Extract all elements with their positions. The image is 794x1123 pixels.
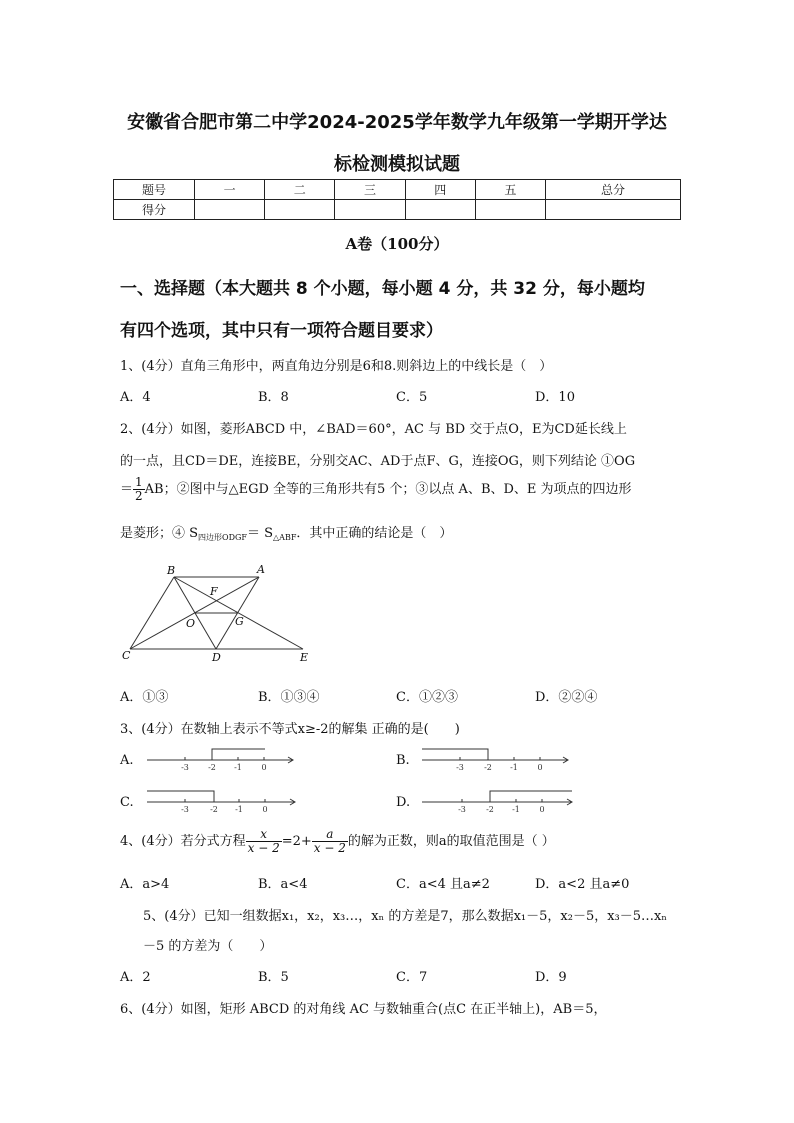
table-cell: 五 <box>475 180 545 200</box>
section-a-heading: A卷（100分） <box>345 235 449 253</box>
score-input-cell[interactable] <box>265 200 335 220</box>
figure-line-be <box>174 577 303 649</box>
q3-option-d-letter[interactable]: D. <box>396 795 411 810</box>
figure-label-e: E <box>300 651 309 664</box>
tick-label: -1 <box>235 805 243 814</box>
score-input-cell[interactable] <box>335 200 405 220</box>
q2-line4-mid: ＝ S <box>246 526 274 541</box>
q2-option-b[interactable]: B．①③④ <box>258 690 320 705</box>
table-cell: 一 <box>195 180 265 200</box>
rhombus-figure <box>115 560 325 670</box>
tick-label: -3 <box>456 763 464 772</box>
q1-option-c[interactable]: C．5 <box>396 390 428 405</box>
tick-label: 0 <box>537 763 543 772</box>
question-2-line4 <box>120 522 452 543</box>
question-2-line3 <box>120 476 632 503</box>
q2-line4-pre: 是菱形；④ S <box>120 526 199 541</box>
tick-label: 0 <box>262 805 268 814</box>
q4-text-mid: =2+ <box>281 834 312 849</box>
q3-option-b-numberline[interactable] <box>420 746 575 772</box>
score-input-cell[interactable] <box>405 200 475 220</box>
q4-fraction-1-den: x − 2 <box>247 841 280 855</box>
score-table-score-row <box>114 200 681 220</box>
q4-option-b[interactable]: B．a<4 <box>258 877 308 892</box>
figure-label-c: C <box>122 649 131 662</box>
table-cell: 题号 <box>114 180 195 200</box>
table-cell: 总分 <box>546 180 681 200</box>
table-cell: 二 <box>265 180 335 200</box>
score-table <box>113 179 681 220</box>
q4-option-c[interactable]: C．a<4 且a≠2 <box>396 877 490 892</box>
tick-label: -3 <box>458 805 466 814</box>
q4-fraction-1 <box>246 828 282 855</box>
q5-option-d[interactable]: D．9 <box>535 970 567 985</box>
exam-title-line1: 安徽省合肥市第二中学2024-2025学年数学九年级第一学期开学达 <box>127 112 667 133</box>
q2-line4-sub1: 四边形ODGF <box>198 533 247 542</box>
q2-line4-sub2: △ABF <box>273 533 297 542</box>
figure-label-g: G <box>235 615 244 628</box>
question-5-line1: 5、(4分）已知一组数据x₁，x₂，x₃…，xₙ 的方差是7，那么数据x₁－5，x₂－5，x₃－5…xₙ <box>143 909 667 924</box>
table-cell: 得分 <box>114 200 195 220</box>
tick-label: -1 <box>510 763 518 772</box>
tick-label: -2 <box>486 805 494 814</box>
score-input-cell[interactable] <box>546 200 681 220</box>
q2-option-a[interactable]: A．①③ <box>120 690 169 705</box>
q5-option-c[interactable]: C．7 <box>396 970 428 985</box>
figure-label-f: F <box>210 585 218 598</box>
q5-option-a[interactable]: A．2 <box>120 970 151 985</box>
section1-heading-line1: 一、选择题（本大题共 8 个小题，每小题 4 分，共 32 分，每小题均 <box>120 279 645 299</box>
score-input-cell[interactable] <box>475 200 545 220</box>
q4-text-pre: 4、(4分）若分式方程 <box>120 834 246 849</box>
question-3-text: 3、(4分）在数轴上表示不等式x≥-2的解集 正确的是( ) <box>120 722 460 737</box>
question-5-line2: －5 的方差为（ ） <box>143 939 273 954</box>
q1-option-d[interactable]: D．10 <box>535 390 575 405</box>
q5-option-b[interactable]: B．5 <box>258 970 289 985</box>
q1-option-b[interactable]: B．8 <box>258 390 289 405</box>
q4-fraction-2-den: x − 2 <box>313 841 346 855</box>
figure-label-b: B <box>167 564 176 577</box>
q2-eq-sign: ＝ <box>120 482 134 497</box>
section1-heading-line2: 有四个选项，其中只有一项符合题目要求） <box>120 321 443 341</box>
question-2-line1: 2、(4分）如图，菱形ABCD 中，∠BAD＝60°，AC 与 BD 交于点O，E为CD延长线上 <box>120 422 627 437</box>
table-cell: 三 <box>335 180 405 200</box>
question-1-text: 1、(4分）直角三角形中，两直角边分别是6和8.则斜边上的中线长是（ ） <box>120 359 553 374</box>
score-table-header-row <box>114 180 681 200</box>
score-input-cell[interactable] <box>195 200 265 220</box>
q3-option-a-numberline[interactable] <box>145 746 300 772</box>
q3-option-c-letter[interactable]: C. <box>120 795 134 810</box>
q4-option-a[interactable]: A．a>4 <box>120 877 170 892</box>
tick-label: -2 <box>208 763 216 772</box>
q3-option-a-letter[interactable]: A. <box>120 753 134 768</box>
q4-fraction-2 <box>312 828 348 855</box>
q4-fraction-2-num: a <box>312 828 348 842</box>
tick-label: -2 <box>210 805 218 814</box>
q2-fraction-half <box>133 476 145 503</box>
q2-fraction-num: 1 <box>135 475 143 489</box>
q2-line3-text: AB；②图中与△EGD 全等的三角形共有5 个；③以点 A、B、D、E 为项点的四边形 <box>144 482 632 497</box>
tick-label: -3 <box>181 763 189 772</box>
tick-label: -1 <box>512 805 520 814</box>
q4-fraction-1-num: x <box>246 828 282 842</box>
q3-option-b-letter[interactable]: B. <box>396 753 410 768</box>
tick-label: -2 <box>484 763 492 772</box>
q4-text-post: 的解为正数，则a的取值范围是（ ） <box>347 834 555 849</box>
figure-line-bc <box>130 577 174 649</box>
q4-option-d[interactable]: D．a<2 且a≠0 <box>535 877 630 892</box>
figure-label-a: A <box>257 563 265 576</box>
figure-label-d: D <box>212 651 221 664</box>
tick-label: -3 <box>181 805 189 814</box>
q2-option-c[interactable]: C．①②③ <box>396 690 458 705</box>
q2-fraction-den: 2 <box>135 489 143 503</box>
q2-option-d[interactable]: D．②②④ <box>535 690 598 705</box>
q3-option-d-numberline[interactable] <box>420 788 575 814</box>
tick-label: 0 <box>261 763 267 772</box>
q3-option-c-numberline[interactable] <box>145 788 300 814</box>
q1-option-a[interactable]: A．4 <box>120 390 151 405</box>
question-4-line <box>120 828 555 855</box>
q2-line4-post: ．其中正确的结论是（ ） <box>296 526 453 541</box>
question-6-line1: 6、(4分）如图，矩形 ABCD 的对角线 AC 与数轴重合(点C 在正半轴上)，AB＝5， <box>120 1002 607 1017</box>
tick-label: -1 <box>234 763 242 772</box>
tick-label: 0 <box>539 805 545 814</box>
exam-title-line2: 标检测模拟试题 <box>334 154 460 175</box>
table-cell: 四 <box>405 180 475 200</box>
figure-label-o: O <box>186 617 196 630</box>
question-2-line2: 的一点，且CD＝DE，连接BE，分别交AC、AD于点F、G，连接OG，则下列结论 ①OG <box>120 454 636 469</box>
